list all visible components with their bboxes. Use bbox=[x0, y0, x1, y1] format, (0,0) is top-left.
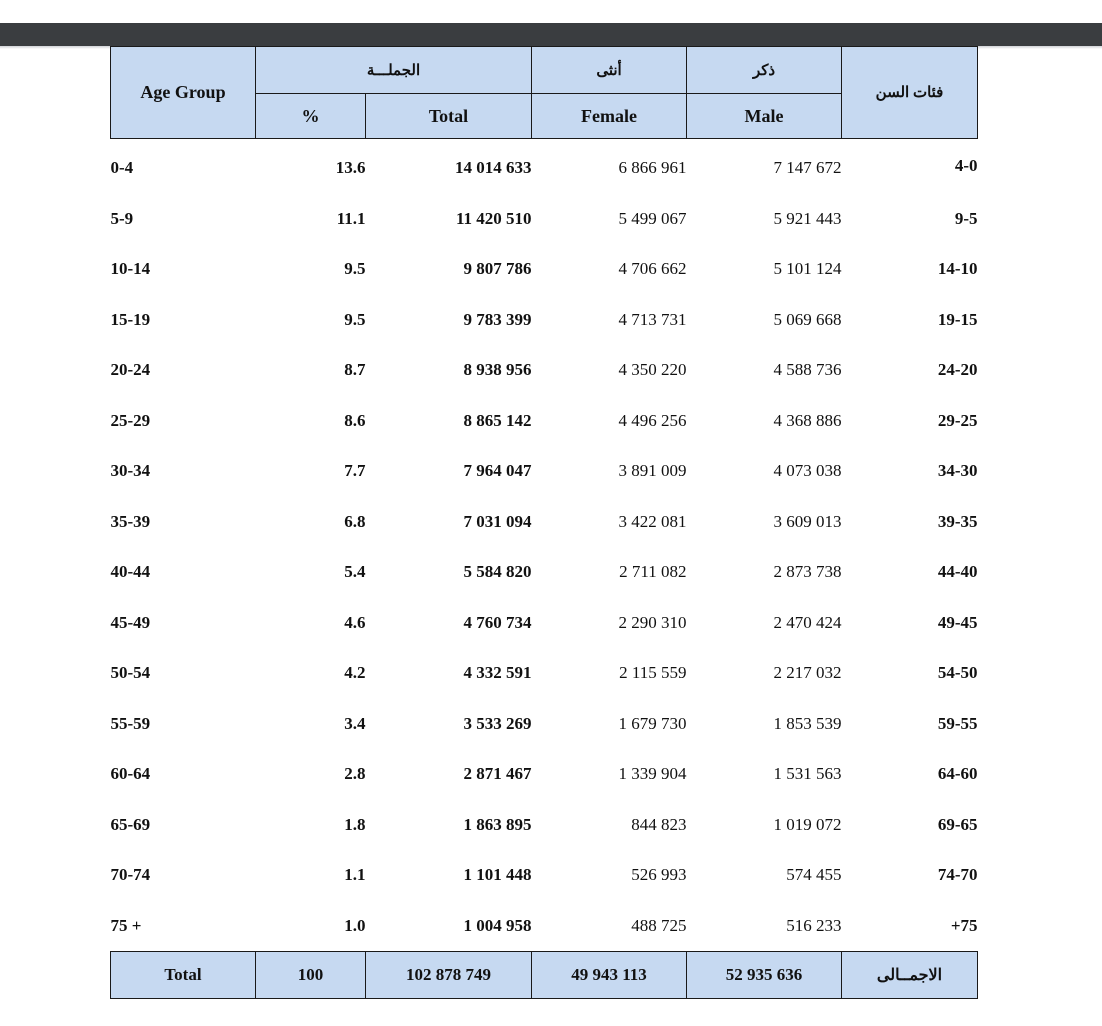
female-cell: 4 496 256 bbox=[618, 410, 687, 430]
male-cell: 5 921 443 bbox=[773, 208, 842, 228]
total-cell: 7 031 094 bbox=[463, 511, 532, 531]
total-cell: 1 101 448 bbox=[463, 865, 532, 885]
age-group-ar-cell: 49-45 bbox=[937, 612, 978, 632]
male-cell: 2 873 738 bbox=[773, 562, 842, 582]
total-cell: 4 332 591 bbox=[463, 663, 532, 683]
age-group-cell: 70-74 bbox=[110, 865, 151, 885]
female-cell: 1 679 730 bbox=[618, 713, 687, 733]
age-group-ar-cell: 34-30 bbox=[937, 461, 978, 481]
percent-cell: 3.4 bbox=[344, 713, 366, 733]
percent-cell: 11.1 bbox=[336, 208, 366, 228]
table-row bbox=[111, 699, 978, 750]
age-group-cell: 0-4 bbox=[110, 158, 134, 178]
header-row-top bbox=[111, 47, 978, 94]
percent-cell: 9.5 bbox=[344, 309, 366, 329]
percent-cell: 8.6 bbox=[344, 410, 366, 430]
total-cell: 5 584 820 bbox=[463, 562, 532, 582]
percent-cell: 13.6 bbox=[335, 158, 366, 178]
population-table bbox=[110, 46, 978, 999]
total-label-ar: الاجمــالى bbox=[842, 952, 978, 999]
female-cell: 2 711 082 bbox=[619, 562, 687, 582]
viewer-toolbar bbox=[0, 23, 1102, 46]
table-row bbox=[111, 800, 978, 851]
male-cell: 7 147 672 bbox=[773, 158, 842, 178]
total-cell: 9 783 399 bbox=[463, 309, 532, 329]
female-cell: 526 993 bbox=[631, 865, 687, 885]
total-total: 102 878 749 bbox=[366, 952, 532, 999]
percent-cell: 6.8 bbox=[344, 511, 366, 531]
total-label: Total bbox=[111, 952, 256, 999]
total-cell: 8 938 956 bbox=[463, 360, 532, 380]
total-male: 52 935 636 bbox=[687, 952, 842, 999]
female-cell: 4 713 731 bbox=[618, 309, 687, 329]
age-group-cell: 10-14 bbox=[110, 259, 151, 279]
total-cell: 1 863 895 bbox=[463, 814, 532, 834]
table-row bbox=[111, 345, 978, 396]
male-cell: 4 368 886 bbox=[773, 410, 842, 430]
male-cell: 1 019 072 bbox=[773, 814, 842, 834]
table-row bbox=[111, 497, 978, 548]
header-age-group: Age Group bbox=[111, 47, 256, 139]
female-cell: 1 339 904 bbox=[618, 764, 687, 784]
header-male-ar: ذكر bbox=[687, 47, 842, 94]
age-group-cell: 5-9 bbox=[110, 208, 134, 228]
table-row bbox=[111, 194, 978, 245]
age-group-cell: 55-59 bbox=[110, 713, 151, 733]
age-group-ar-cell: 69-65 bbox=[937, 814, 978, 834]
total-cell: 1 004 958 bbox=[463, 915, 532, 935]
table-row bbox=[111, 396, 978, 447]
male-cell: 5 101 124 bbox=[773, 259, 842, 279]
female-cell: 3 891 009 bbox=[618, 461, 687, 481]
table-row bbox=[111, 295, 978, 346]
table-row bbox=[111, 139, 978, 194]
header-male: Male bbox=[687, 94, 842, 139]
table-row bbox=[111, 648, 978, 699]
male-cell: 4 073 038 bbox=[773, 461, 842, 481]
age-group-ar-cell: 14-10 bbox=[937, 259, 978, 279]
male-cell: 3 609 013 bbox=[773, 511, 842, 531]
female-cell: 4 350 220 bbox=[618, 360, 687, 380]
header-age-group-ar: فئات السن bbox=[842, 47, 978, 139]
age-group-cell: 15-19 bbox=[110, 309, 151, 329]
age-group-ar-cell: 54-50 bbox=[937, 663, 978, 683]
age-group-ar-cell: 19-15 bbox=[937, 309, 978, 329]
total-percent: 100 bbox=[256, 952, 366, 999]
total-cell: 3 533 269 bbox=[463, 713, 532, 733]
table-row bbox=[111, 547, 978, 598]
percent-cell: 9.5 bbox=[344, 259, 366, 279]
male-cell: 1 531 563 bbox=[773, 764, 842, 784]
table-row bbox=[111, 901, 978, 952]
percent-cell: 8.7 bbox=[344, 360, 366, 380]
age-group-cell: 25-29 bbox=[110, 410, 151, 430]
age-group-ar-cell: 74-70 bbox=[937, 865, 978, 885]
age-group-cell: 35-39 bbox=[110, 511, 151, 531]
male-cell: 4 588 736 bbox=[773, 360, 842, 380]
male-cell: 2 470 424 bbox=[773, 612, 842, 632]
age-group-ar-cell: 9-5 bbox=[954, 208, 978, 228]
table-row bbox=[111, 598, 978, 649]
age-group-cell: 60-64 bbox=[110, 764, 151, 784]
male-cell: 516 233 bbox=[786, 915, 842, 935]
header-female-ar: أنثى bbox=[532, 47, 687, 94]
age-group-ar-cell: 64-60 bbox=[937, 764, 978, 784]
female-cell: 3 422 081 bbox=[618, 511, 687, 531]
female-cell: 844 823 bbox=[631, 814, 687, 834]
age-group-ar-cell: 24-20 bbox=[937, 360, 978, 380]
age-group-cell: 65-69 bbox=[110, 814, 151, 834]
age-group-cell: 20-24 bbox=[110, 360, 151, 380]
total-cell: 8 865 142 bbox=[463, 410, 532, 430]
table-row bbox=[111, 749, 978, 800]
header-total-ar: الجملـــة bbox=[256, 47, 532, 94]
female-cell: 5 499 067 bbox=[618, 208, 687, 228]
age-group-cell: 75 + bbox=[110, 915, 142, 935]
age-group-ar-cell: 39-35 bbox=[937, 511, 978, 531]
percent-cell: 1.8 bbox=[344, 814, 366, 834]
age-group-cell: 45-49 bbox=[110, 612, 151, 632]
table-row bbox=[111, 244, 978, 295]
total-cell: 14 014 633 bbox=[455, 158, 532, 178]
age-group-ar-cell: +75 bbox=[950, 915, 978, 935]
percent-cell: 2.8 bbox=[344, 764, 366, 784]
female-cell: 2 115 559 bbox=[619, 663, 687, 683]
age-group-ar-cell: 4-0 bbox=[954, 156, 978, 176]
total-cell: 7 964 047 bbox=[463, 461, 532, 481]
male-cell: 5 069 668 bbox=[773, 309, 842, 329]
female-cell: 488 725 bbox=[631, 915, 687, 935]
header-percent: % bbox=[256, 94, 366, 139]
total-cell: 2 871 467 bbox=[463, 764, 532, 784]
total-cell: 11 420 510 bbox=[455, 208, 532, 228]
age-group-cell: 30-34 bbox=[110, 461, 151, 481]
age-group-ar-cell: 44-40 bbox=[937, 562, 978, 582]
age-group-ar-cell: 29-25 bbox=[937, 410, 978, 430]
male-cell: 1 853 539 bbox=[773, 713, 842, 733]
table-row bbox=[111, 446, 978, 497]
header-total: Total bbox=[366, 94, 532, 139]
female-cell: 2 290 310 bbox=[618, 612, 687, 632]
total-cell: 9 807 786 bbox=[463, 259, 532, 279]
percent-cell: 4.6 bbox=[344, 612, 366, 632]
percent-cell: 5.4 bbox=[344, 562, 366, 582]
total-cell: 4 760 734 bbox=[463, 612, 532, 632]
percent-cell: 4.2 bbox=[344, 663, 366, 683]
percent-cell: 7.7 bbox=[344, 461, 366, 481]
total-row bbox=[111, 952, 978, 999]
age-group-ar-cell: 59-55 bbox=[937, 713, 978, 733]
table-row bbox=[111, 850, 978, 901]
total-female: 49 943 113 bbox=[532, 952, 687, 999]
age-group-cell: 40-44 bbox=[110, 562, 151, 582]
male-cell: 574 455 bbox=[786, 865, 842, 885]
age-group-cell: 50-54 bbox=[110, 663, 151, 683]
percent-cell: 1.1 bbox=[344, 865, 366, 885]
male-cell: 2 217 032 bbox=[773, 663, 842, 683]
percent-cell: 1.0 bbox=[344, 915, 366, 935]
female-cell: 6 866 961 bbox=[618, 158, 687, 178]
female-cell: 4 706 662 bbox=[618, 259, 687, 279]
header-female: Female bbox=[532, 94, 687, 139]
